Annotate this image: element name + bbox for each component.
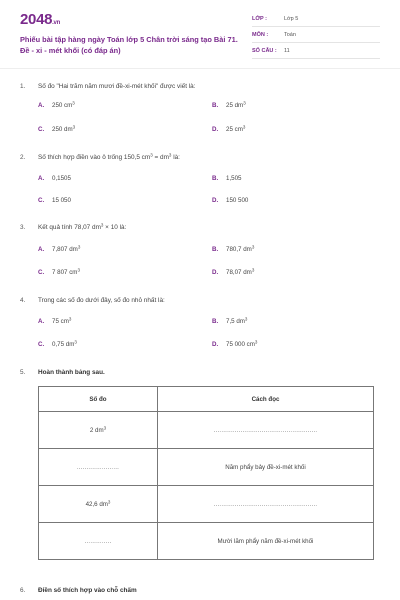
table-row — [39, 486, 374, 523]
reading-blank[interactable]: ...................................................... — [158, 412, 374, 449]
measure-cell: 2 $dm^3$ — [39, 412, 158, 449]
column-header-measure: Số đo — [39, 387, 158, 412]
q2-option-a[interactable]: A. 0,1505 — [38, 175, 71, 182]
q1-option-d[interactable]: D. 25 $cm^3$ — [212, 124, 246, 133]
q3-option-d[interactable]: D. 78,07 $dm^3$ — [212, 267, 255, 276]
q4-option-b[interactable]: B. 7,5 $dm^3$ — [212, 316, 248, 325]
table-row — [39, 449, 374, 486]
q1-option-b[interactable]: B. 25 $dm^3$ — [212, 100, 246, 109]
q1-option-c[interactable]: C. 250 $dm^3$ — [38, 124, 76, 133]
meta-class-row — [252, 12, 380, 27]
meta-box — [252, 12, 380, 60]
meta-count-key: SỐ CÂU : — [252, 48, 277, 54]
q3-option-c[interactable]: C. 7 807 $cm^3$ — [38, 267, 80, 276]
reading-cell: Năm phẩy bảy đề-xi-mét khối — [158, 449, 374, 486]
q4-option-c[interactable]: C. 0,75 $dm^3$ — [38, 339, 77, 348]
q3-option-b[interactable]: B. 780,7 $dm^3$ — [212, 244, 255, 253]
table-row — [39, 412, 374, 449]
column-header-reading: Cách đọc — [158, 387, 374, 412]
q2-option-d[interactable]: D. 150 500 — [212, 197, 249, 204]
question-text: Hoàn thành bảng sau. — [38, 369, 105, 376]
table-header-row — [39, 387, 374, 412]
meta-subject-value: Toán — [284, 32, 296, 38]
meta-count-row — [252, 44, 380, 59]
question-text: Số thích hợp điền vào ô trống 150,5 $cm^3 = dm^3$ là: — [38, 152, 180, 161]
table-row — [39, 523, 374, 560]
question-text: Trong các số đo dưới đây, số đo nhỏ nhất là: — [38, 297, 165, 304]
meta-subject-key: MÔN : — [252, 32, 269, 38]
site-logo[interactable]: 2048.vn — [20, 11, 60, 28]
reading-cell: Mười lăm phẩy năm đề-xi-mét khối — [158, 523, 374, 560]
q2-option-b[interactable]: B. 1,505 — [212, 175, 242, 182]
question-number: 3. — [20, 224, 26, 231]
question-number: 1. — [20, 83, 26, 90]
q1-option-a[interactable]: A. 250 $cm^3$ — [38, 100, 75, 109]
document-title: Phiếu bài tập hàng ngày Toán lớp 5 Chân trời sáng tạo Bài 71. Đề - xi - mét khối (có đáp án) — [20, 35, 238, 55]
q4-option-a[interactable]: A. 75 $cm^3$ — [38, 316, 72, 325]
reading-blank[interactable]: ...................................................... — [158, 486, 374, 523]
question-text: Điền số thích hợp vào chỗ chấm — [38, 587, 137, 594]
q3-option-a[interactable]: A. 7,807 $dm^3$ — [38, 244, 81, 253]
measure-blank[interactable]: ...................... — [39, 449, 158, 486]
meta-subject-row — [252, 28, 380, 43]
question-number: 4. — [20, 297, 26, 304]
question-number: 5. — [20, 369, 26, 376]
measure-blank[interactable]: .............. — [39, 523, 158, 560]
question-number: 6. — [20, 587, 26, 594]
question-text: Số đo "Hai trăm năm mươi đề-xi-mét khối" được viết là: — [38, 83, 196, 90]
meta-class-value: Lớp 5 — [284, 16, 299, 22]
header-divider — [0, 68, 400, 69]
measure-cell: 42,6 $dm^3$ — [39, 486, 158, 523]
q4-option-d[interactable]: D. 75 000 $cm^3$ — [212, 339, 258, 348]
meta-class-key: LỚP : — [252, 16, 267, 22]
fill-in-table — [38, 386, 374, 560]
question-number: 2. — [20, 154, 26, 161]
meta-count-value: 11 — [284, 48, 290, 54]
question-text: Kết quả tính 78,07 $dm^3 \times 10$ là: — [38, 222, 127, 231]
q2-option-c[interactable]: C. 15 050 — [38, 197, 71, 204]
